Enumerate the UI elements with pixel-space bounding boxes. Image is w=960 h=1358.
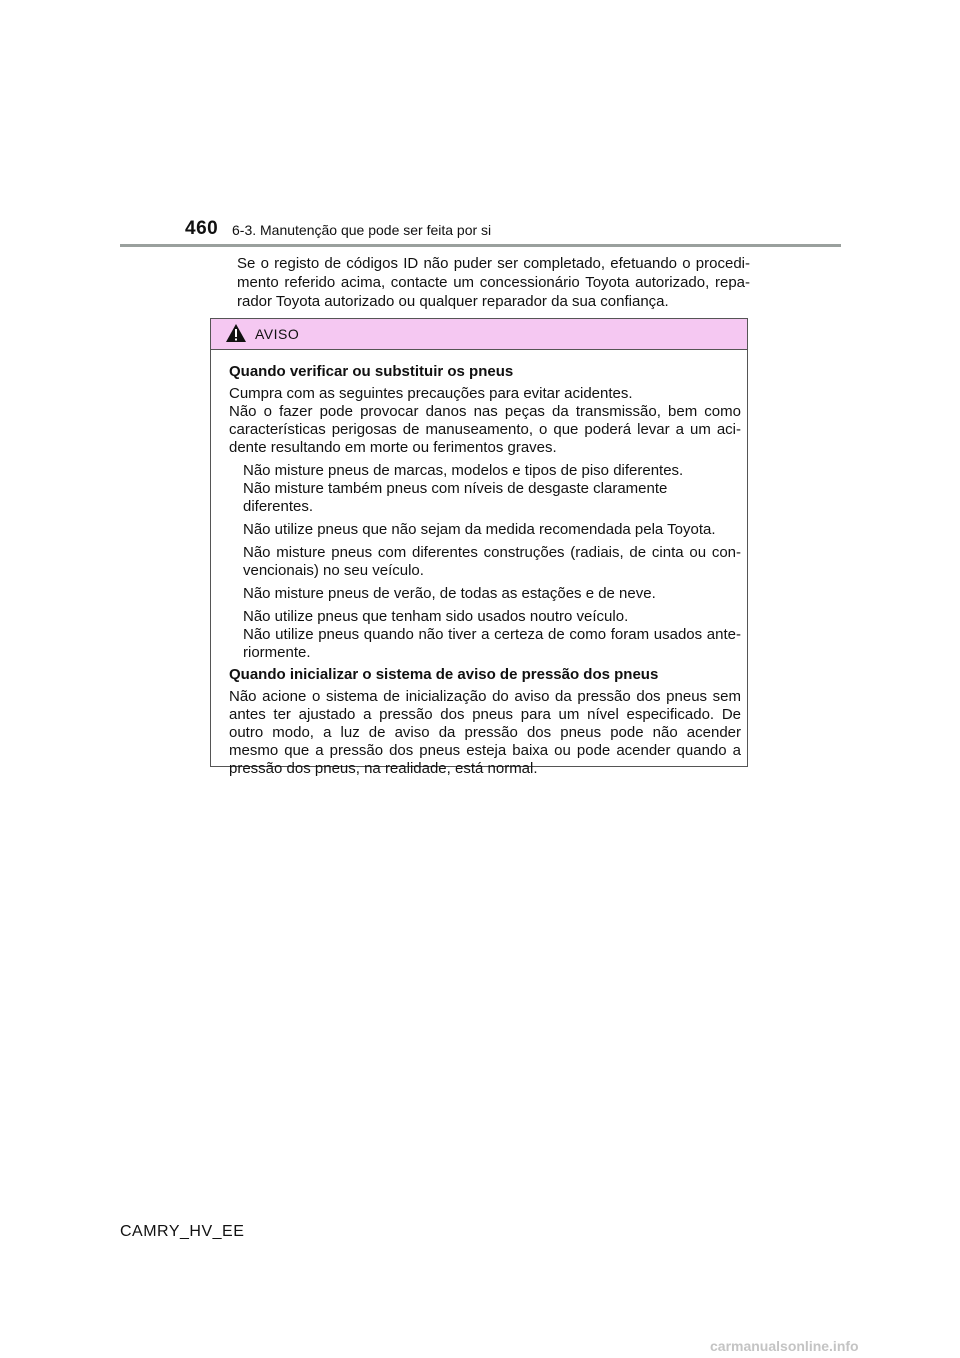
intro-line: mento referido acima, contacte um concessionário Toyota autorizado, repa- [237,274,750,291]
warning-text: pressão dos pneus, na realidade, está normal. [229,760,538,777]
watermark: carmanualsonline.info [710,1338,859,1354]
warning-body [229,363,741,778]
warning-text: Cumpra com as seguintes precauções para evitar acidentes. [229,385,633,402]
header-divider [120,244,841,247]
list-item: Não misture pneus de marcas, modelos e tipos de piso diferentes. [243,462,684,479]
warning-text: Não acione o sistema de inicialização do aviso da pressão dos pneus sem [229,688,741,705]
page-number: 460 [185,218,219,239]
list-item-line: Não utilize pneus quando não tiver a certeza de como foram usados ante- [243,626,741,643]
section-heading: Quando verificar ou substituir os pneus [229,363,514,380]
list-item [229,544,741,580]
warning-box [210,318,748,777]
warning-text: Não o fazer pode provocar danos nas peças da transmissão, bem como [229,403,741,420]
warning-header [211,319,747,350]
intro-paragraph [237,254,750,311]
list-item-line: Não misture pneus com diferentes construções (radiais, de cinta ou con- [243,544,741,561]
list-item [229,626,741,662]
warning-text: outro modo, a luz de aviso da pressão dos pneus pode não acender [229,724,741,741]
list-item: Não misture também pneus com níveis de desgaste claramente diferentes. [243,480,668,515]
warning-text: mesmo que a pressão dos pneus esteja baixa ou pode acender quando a [229,742,741,759]
list-item-line: riormente. [243,644,311,661]
list-item: Não misture pneus de verão, de todas as estações e de neve. [243,585,656,602]
section-heading: Quando inicializar o sistema de aviso de pressão dos pneus [229,666,659,683]
intro-line: Se o registo de códigos ID não puder ser completado, efetuando o procedi- [237,255,750,272]
list-item: Não utilize pneus que tenham sido usados noutro veículo. [243,608,629,625]
warning-text: características perigosas de manuseamento, o que poderá levar a um aci- [229,421,741,438]
list-item-line: vencionais) no seu veículo. [243,562,424,579]
section-title: 6-3. Manutenção que pode ser feita por si [232,222,492,238]
warning-text: dente resultando em morte ou ferimentos graves. [229,439,557,456]
intro-line: rador Toyota autorizado ou qualquer reparador da sua confiança. [237,293,669,310]
warning-label: AVISO [255,326,300,342]
warning-text: antes ter ajustado a pressão dos pneus para um nível especificado. De [229,706,741,723]
list-item: Não utilize pneus que não sejam da medida recomendada pela Toyota. [243,521,716,538]
warning-triangle-icon [225,323,247,343]
model-code: CAMRY_HV_EE [120,1223,245,1240]
